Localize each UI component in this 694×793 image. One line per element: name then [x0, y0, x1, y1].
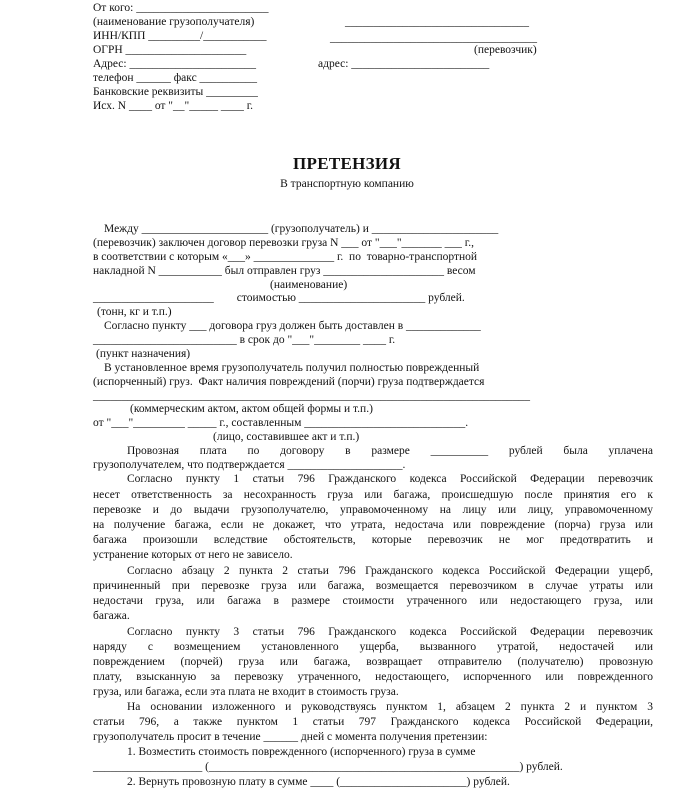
recipient-line-2: ____________________________________: [330, 32, 537, 44]
demand-item-compensation: 1. Возместить стоимость поврежденного (испорченного) груза в сумме: [127, 746, 476, 758]
form-line-act-blank: ____________________________________________________________________________: [93, 390, 530, 402]
form-caption-name: (наименование): [270, 279, 348, 291]
outgoing-number-field: Исх. N ____ от "__"_____ ____ г.: [93, 100, 253, 112]
sender-bank-field: Банковские реквизиты _________: [93, 86, 258, 98]
form-line-delivery-place: Согласно пункту ___ договора груз должен быть доставлен в _____________: [104, 320, 481, 332]
form-caption-act-author: (лицо, составившее акт и т.п.): [213, 431, 360, 443]
paragraph-line: грузополучателем, что подтверждается ____________________.: [93, 459, 406, 471]
paragraph-line: несет ответственность за несохранность груза или багажа, происшедшую после принятия его к: [93, 489, 653, 501]
paragraph-line: Согласно пункту 3 статьи 796 Гражданского кодекса Российской Федерации перевозчик: [127, 626, 653, 638]
form-line-shipment-date: в соответствии с которым «___» ______________ г. по товарно-транспортной: [93, 251, 478, 263]
sender-ogrn-field: ОГРН _____________________: [93, 44, 247, 56]
paragraph-line: На основании изложенного и руководствуясь пунктом 1, абзацем 2 пункта 2 и пунктом 3: [127, 701, 653, 713]
form-line-waybill: накладной N ___________ был отправлен груз _____________________ весом: [93, 265, 476, 277]
paragraph-line: багажа.: [93, 610, 130, 622]
paragraph-line: Согласно пункту 1 статьи 796 Гражданского кодекса Российской Федерации перевозчик: [127, 473, 653, 485]
paragraph-line: багажа произошли вследствие обстоятельств, которые перевозчик не мог предотвратить и: [93, 534, 653, 546]
sender-from-field: От кого: _______________________: [93, 2, 269, 14]
form-line-contract: (перевозчик) заключен договор перевозки груза N ___ от "___"_______ ___ г.,: [93, 237, 474, 249]
paragraph-line: статьи 796, а также пунктом 1 статьи 797 Гражданского кодекса Российской Федерации,: [93, 716, 653, 728]
paragraph-line: перевозке и до выдачи грузополучателю, управомоченному на лицу или лицу, управомоченному: [93, 504, 653, 516]
paragraph-line: Провозная плата по договору в размере __________ рублей была уплачена: [127, 445, 653, 457]
form-line-deadline: _________________________ в срок до "___"________ ____ г.: [93, 334, 396, 346]
recipient-line-1: ________________________________: [345, 16, 529, 28]
sender-phone-fax-field: телефон ______ факс __________: [93, 72, 258, 84]
form-caption-destination: (пункт назначения): [96, 348, 191, 360]
form-line-act-date: от "___"_________ _____ г., составленным ____________________________.: [93, 417, 469, 429]
demand-item-freight-refund: 2. Вернуть провозную плату в сумме ____ (______________________) рублей.: [127, 776, 510, 788]
form-line-cost: _____________________ стоимостью ______________________ рублей.: [93, 292, 465, 304]
form-line-damage-received: В установленное время грузополучатель получил полностью поврежденный: [104, 362, 480, 374]
paragraph-line: плату, взысканную за перевозку утраченного, недостающего, испорченного или поврежденного: [93, 671, 653, 683]
form-line-damage-confirmed: (испорченный) груз. Факт наличия повреждений (порчи) груза подтверждается: [93, 376, 485, 388]
paragraph-line: устранение которых от него не зависело.: [93, 549, 293, 561]
demand-item-compensation-amount: ___________________ (______________________________________________________) рублей.: [93, 761, 563, 773]
paragraph-line: причиненный при перевозке груза или багажа, возмещается перевозчиком в случае утраты или: [93, 580, 653, 592]
recipient-address-field: адрес: ________________________: [318, 58, 490, 70]
sender-address-field: Адрес: ______________________: [93, 58, 256, 70]
recipient-carrier-caption: (перевозчик): [474, 44, 537, 56]
paragraph-line: Согласно абзацу 2 пункта 2 статьи 796 Гражданского кодекса Российской Федерации ущерб,: [127, 565, 653, 577]
sender-inn-field: ИНН/КПП _________/___________: [93, 30, 267, 42]
form-line-parties: Между ______________________ (грузополучатель) и ______________________: [104, 223, 499, 235]
document-title: ПРЕТЕНЗИЯ: [292, 154, 402, 173]
sender-name-caption: (наименование грузополучателя): [93, 16, 255, 28]
paragraph-line: грузополучатель просит в течение ______ дней с момента получения претензии:: [93, 731, 488, 743]
paragraph-line: на получение багажа, если не докажет, что утрата, недостача или повреждение (порча) груза или: [93, 519, 653, 531]
paragraph-line: наряду с возмещением установленного ущерба, вызванного утратой, недостачей или: [93, 641, 653, 653]
paragraph-line: повреждением (порчей) груза или багажа, возвращает отправителю (получателю) провозную: [93, 656, 653, 668]
document-subtitle: В транспортную компанию: [280, 178, 414, 190]
form-caption-act-type: (коммерческим актом, актом общей формы и т.п.): [130, 403, 373, 415]
paragraph-line: груза, или багажа, если эта плата не входит в стоимость груза.: [93, 686, 399, 698]
paragraph-line: недостачи груза, или багажа в размере стоимости утраченного или недостающего груза, или: [93, 595, 653, 607]
form-caption-weight: (тонн, кг и т.п.): [97, 306, 172, 318]
